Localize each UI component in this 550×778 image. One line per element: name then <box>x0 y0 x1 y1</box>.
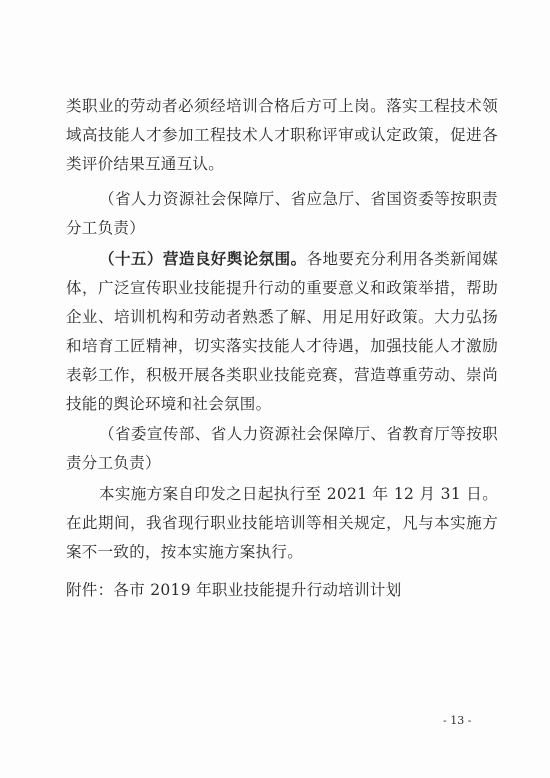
paragraph-public-opinion <box>66 244 498 419</box>
page-number: - 13 - <box>443 714 472 727</box>
paragraph-public-opinion-text: 各地要充分利用各类新闻媒体，广泛宣传职业技能提升行动的重要意义和政策举措，帮助企业、培训机构和劳动者熟悉了解、用足用好政策。大力弘扬和培育工匠精神，切实落实技能人才待遇，加强技能人才激励表彰工作，积极开展各类职业技能竞赛，营造尊重劳动、崇尚技能的舆论环境和社会氛围。 <box>66 250 498 413</box>
section-heading-15: （十五）营造良好舆论氛围。 <box>99 249 307 268</box>
paragraph-responsibility-1: （省人力资源社会保障厅、省应急厅、省国资委等按职责分工负责） <box>66 190 498 237</box>
document-body <box>66 92 498 567</box>
attachment-line: 附件：各市 2019 年职业技能提升行动培训计划 <box>66 581 402 599</box>
paragraph-effective-date: 本实施方案自印发之日起执行至 2021 年 12 月 31 日。在此期间，我省现行职业技能培训等相关规定，凡与本实施方案不一致的，按本实施方案执行。 <box>66 485 498 561</box>
paragraph-responsibility-2: （省委宣传部、省人力资源社会保障厅、省教育厅等按职责分工负责） <box>66 425 498 472</box>
paragraph-skills-certification: 类职业的劳动者必须经培训合格后方可上岗。落实工程技术领域高技能人才参加工程技术人才职称评审或认定政策，促进各类评价结果互通互认。 <box>66 97 498 173</box>
